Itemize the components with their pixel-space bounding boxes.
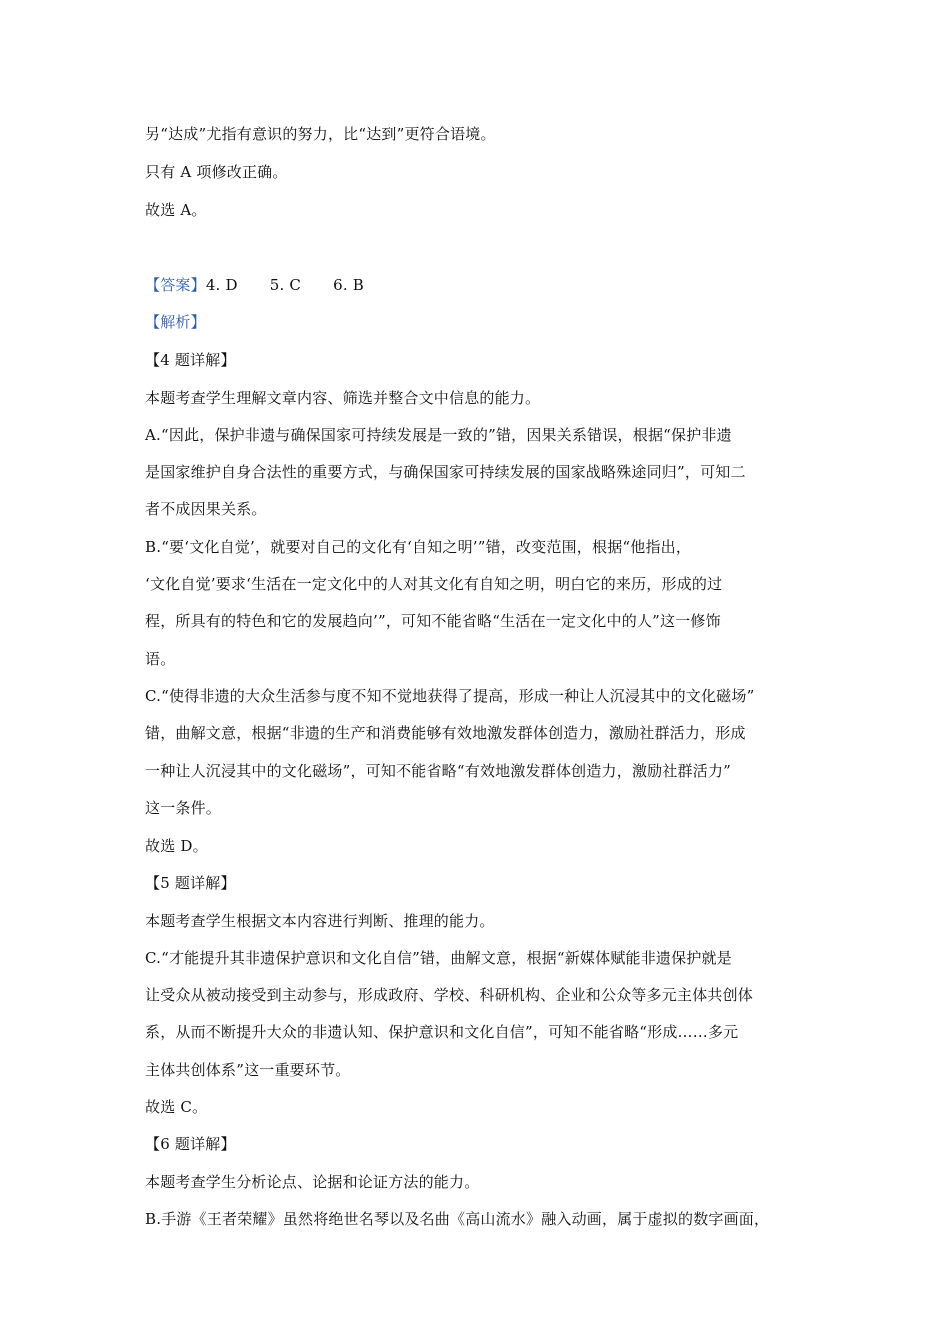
- q5-line: 本题考查学生根据文本内容进行判断、推理的能力。: [145, 912, 495, 930]
- answer-label: 【答案】: [145, 276, 206, 294]
- intro-line: 只有 A 项修改正确。: [145, 163, 288, 181]
- intro-line: 另“达成”尤指有意识的努力，比“达到”更符合语境。: [145, 125, 496, 143]
- q4-line: 语。: [145, 650, 176, 668]
- q4-line: 本题考查学生理解文章内容、筛选并整合文中信息的能力。: [145, 389, 541, 407]
- q4-line: B.“要‘文化自觉’，就要对自己的文化有‘自知之明’”错，改变范围，根据“他指出，: [145, 538, 692, 556]
- q6-line: B.手游《王者荣耀》虽然将绝世名琴以及名曲《高山流水》融入动画，属于虚拟的数字画面，: [145, 1210, 770, 1228]
- q5-heading: 【5 题详解】: [145, 874, 236, 892]
- q6-heading: 【6 题详解】: [145, 1135, 236, 1153]
- intro-line: 故选 A。: [145, 201, 207, 219]
- q5-line: 故选 C。: [145, 1098, 208, 1116]
- q5-line: 系，从而不断提升大众的非遗认知、保护意识和文化自信”，可知不能省略“形成……多元: [145, 1023, 739, 1041]
- answer-5: 5. C: [269, 276, 302, 294]
- q5-line: 让受众从被动接受到主动参与，形成政府、学校、科研机构、企业和公众等多元主体共创体: [145, 986, 754, 1004]
- q5-line: C.“才能提升其非遗保护意识和文化自信”错，曲解文意，根据“新媒体赋能非遗保护就是: [145, 949, 732, 967]
- q4-line: 错，曲解文意，根据“非遗的生产和消费能够有效地激发群体创造力，激励社群活力，形成: [145, 724, 746, 742]
- q4-line: 故选 D。: [145, 837, 208, 855]
- answer-line: [145, 275, 364, 295]
- answer-4: 4. D: [205, 276, 238, 294]
- q4-line: C.“使得非遗的大众生活参与度不知不觉地获得了提高，形成一种让人沉浸其中的文化磁场”: [145, 687, 755, 705]
- q4-line: 一种让人沉浸其中的文化磁场”，可知不能省略“有效地激发群体创造力，激励社群活力”: [145, 762, 732, 780]
- q5-line: 主体共创体系”这一重要环节。: [145, 1061, 351, 1079]
- q4-line: 这一条件。: [145, 799, 222, 817]
- q4-line: 者不成因果关系。: [145, 500, 267, 518]
- q4-heading: 【4 题详解】: [145, 351, 236, 369]
- q6-line: 本题考查学生分析论点、论据和论证方法的能力。: [145, 1173, 480, 1191]
- q4-line: 是国家维护自身合法性的重要方式，与确保国家可持续发展的国家战略殊途同归”，可知二: [145, 463, 746, 481]
- q4-line: A.“因此，保护非遗与确保国家可持续发展是一致的”错，因果关系错误，根据“保护非遗: [145, 426, 732, 444]
- analysis-label: 【解析】: [145, 313, 206, 331]
- answer-6: 6. B: [333, 276, 364, 294]
- q4-line: 程，所具有的特色和它的发展趋向’”，可知不能省略“生活在一定文化中的人”这一修饰: [145, 612, 721, 630]
- q4-line: ‘文化自觉’要求‘生活在一定文化中的人对其文化有自知之明，明白它的来历，形成的过: [145, 575, 723, 593]
